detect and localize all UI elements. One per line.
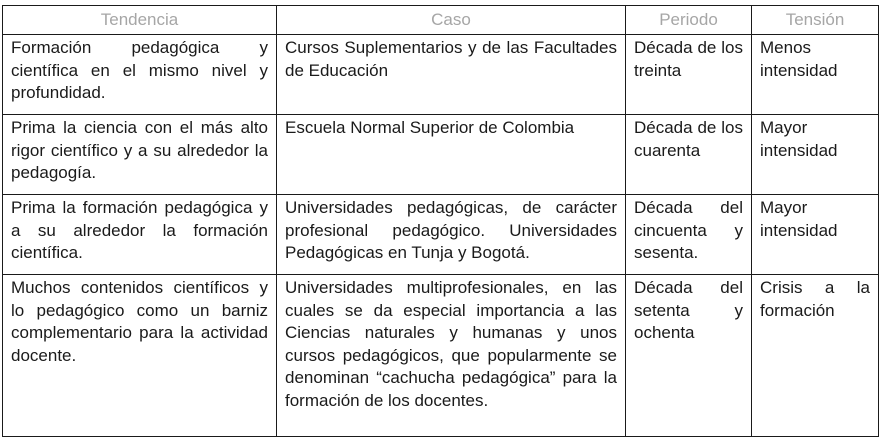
cell-caso: Escuela Normal Superior de Colombia <box>277 115 626 195</box>
header-caso: Caso <box>277 6 626 35</box>
table-row <box>3 275 879 437</box>
cell-tendencia: Prima la formación pedagógica y a su alrededor la formación científica. <box>3 195 277 275</box>
cell-tendencia: Prima la ciencia con el más alto rigor científico y a su alrededor la pedagogía. <box>3 115 277 195</box>
table-row <box>3 35 879 115</box>
cell-caso: Cursos Suplementarios y de las Facultades de Educación <box>277 35 626 115</box>
cell-periodo: Década de los cuarenta <box>626 115 752 195</box>
table-row <box>3 115 879 195</box>
header-row <box>3 6 879 35</box>
cell-periodo: Década del cincuenta y sesenta. <box>626 195 752 275</box>
cell-tension: Mayor intensidad <box>752 115 879 195</box>
cell-tension: Menos intensidad <box>752 35 879 115</box>
cell-caso: Universidades multiprofesionales, en las cuales se da especial importancia a las Ciencias naturales y humanas y unos cursos pedagógicos, que popularmente se denominan “cachucha pedagógica” para la formación de los docentes. <box>277 275 626 437</box>
cell-caso: Universidades pedagógicas, de carácter profesional pedagógico. Universidades Pedagógicas en Tunja y Bogotá. <box>277 195 626 275</box>
header-periodo: Periodo <box>626 6 752 35</box>
cell-tendencia: Formación pedagógica y científica en el mismo nivel y profundidad. <box>3 35 277 115</box>
header-tension: Tensión <box>752 6 879 35</box>
cell-periodo: Década de los treinta <box>626 35 752 115</box>
cell-tension: Crisis a la formación <box>752 275 879 437</box>
header-tendencia: Tendencia <box>3 6 277 35</box>
table-row <box>3 195 879 275</box>
cell-tension: Mayor intensidad <box>752 195 879 275</box>
cell-tendencia: Muchos contenidos científicos y lo pedagógico como un barniz complementario para la actividad docente. <box>3 275 277 437</box>
cell-periodo: Década del setenta y ochenta <box>626 275 752 437</box>
comparison-table <box>2 5 879 437</box>
